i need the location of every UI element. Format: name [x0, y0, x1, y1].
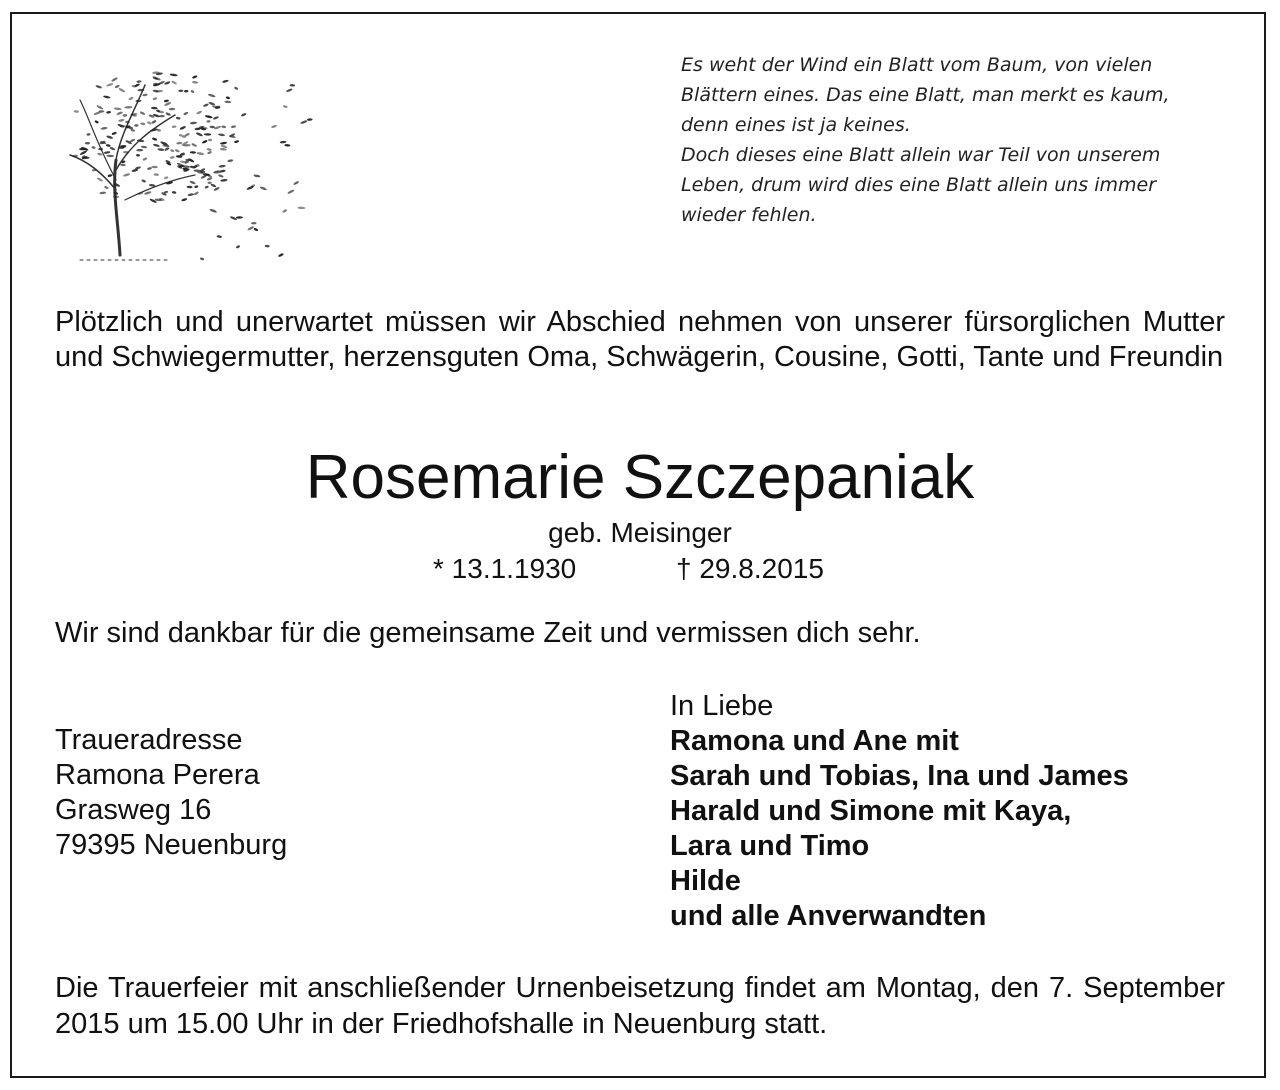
leaf-shape — [213, 186, 220, 191]
leaf-shape — [118, 119, 125, 123]
leaf-shape — [96, 177, 103, 182]
leaf-shape — [246, 185, 254, 190]
mourner-line: und alle Anverwandten — [670, 900, 987, 932]
leaf-shape — [287, 189, 295, 195]
leaf-shape — [106, 135, 113, 139]
death-date: † 29.8.2015 — [676, 553, 824, 584]
leaf-shape — [100, 127, 107, 130]
leaf-shape — [253, 174, 260, 177]
leaf-shape — [79, 150, 87, 156]
leaf-shape — [224, 100, 231, 103]
leaf-shape — [86, 133, 90, 136]
leaf-shape — [165, 112, 171, 116]
leaf-shape — [192, 75, 198, 79]
poem-line: wieder fehlen. — [681, 204, 817, 226]
leaf-shape — [280, 141, 287, 144]
leaf-shape — [259, 186, 267, 191]
mourner-line: Ramona und Ane mit — [670, 725, 959, 757]
leaf-shape — [181, 198, 187, 202]
leaf-shape — [236, 245, 241, 249]
address-line: Grasweg 16 — [55, 794, 212, 826]
leaf-shape — [135, 100, 141, 103]
leaf-shape — [104, 185, 109, 189]
leaf-shape — [164, 81, 171, 86]
leaf-shape — [193, 191, 199, 196]
leaf-shape — [153, 143, 160, 147]
leaf-shape — [159, 115, 165, 118]
poem-line: denn eines ist ja keines. — [681, 114, 911, 136]
leaf-shape — [307, 118, 313, 121]
leaf-shape — [97, 152, 102, 156]
leaf-shape — [164, 101, 172, 106]
leaf-shape — [171, 80, 177, 85]
leaf-shape — [151, 166, 158, 169]
leaf-shape — [106, 111, 111, 114]
leaf-shape — [136, 149, 143, 152]
leaf-shape — [284, 144, 290, 147]
leaf-shape — [230, 216, 238, 221]
intro-text: Plötzlich und unerwartet müssen wir Abschied nehmen von unserer fürsorglichen Mutter und Schwiegermutter, herzensguten Oma, Schwägerin, Cousine, Gotti, Tante und Freundin — [55, 306, 1225, 373]
born-name: geb. Meisinger — [548, 517, 732, 548]
mourners-heading: In Liebe — [670, 690, 774, 722]
leaf-shape — [218, 133, 225, 136]
leaf-shape — [151, 120, 157, 125]
leaf-shape — [178, 89, 183, 92]
leaf-shape — [152, 137, 158, 141]
poem-line: Leben, drum wird dies eine Blatt allein uns immer — [681, 174, 1157, 196]
leaf-shape — [106, 82, 114, 87]
leaf-shape — [152, 97, 157, 101]
leaf-shape — [205, 115, 213, 119]
leaf-shape — [192, 81, 198, 84]
leaf-shape — [139, 111, 145, 116]
leaf-shape — [172, 125, 177, 128]
mourner-line: Sarah und Tobias, Ina und James — [670, 760, 1129, 792]
leaf-shape — [286, 88, 293, 93]
leaf-shape — [136, 154, 140, 157]
leaf-shape — [204, 185, 209, 189]
leaf-shape — [157, 148, 164, 151]
leaf-shape — [200, 257, 205, 261]
leaf-shape — [202, 139, 208, 144]
poem-line: Doch dieses eine Blatt allein war Teil von unserem — [681, 144, 1161, 166]
leaf-shape — [179, 125, 186, 130]
leaf-shape — [104, 151, 111, 154]
leaf-shape — [234, 86, 239, 90]
leaf-shape — [111, 77, 118, 82]
leaf-shape — [236, 216, 243, 219]
leaf-shape — [226, 96, 231, 100]
leaf-shape — [218, 164, 225, 167]
mourners-list — [670, 689, 1129, 934]
leaf-shape — [141, 179, 146, 183]
leaf-shape — [95, 85, 102, 90]
leaf-shape — [187, 186, 193, 189]
leaf-shape — [169, 108, 176, 111]
leaf-shape — [111, 131, 117, 135]
leaf-shape — [99, 191, 106, 194]
leaf-shape — [109, 146, 115, 150]
leaf-shape — [207, 182, 211, 185]
leaf-shape — [107, 174, 112, 178]
leaf-shape — [196, 110, 202, 115]
leaf-shape — [203, 103, 209, 107]
leaf-shape — [210, 183, 216, 188]
leaf-shape — [220, 141, 227, 145]
leaf-shape — [293, 180, 300, 185]
leaf-shape — [207, 151, 212, 155]
leaf-shape — [106, 155, 114, 158]
leaf-shape — [218, 174, 224, 178]
leaf-shape — [282, 209, 288, 214]
leaf-shape — [300, 120, 308, 125]
leaf-shape — [191, 143, 197, 148]
leaf-shape — [140, 122, 145, 125]
leaf-shape — [185, 159, 192, 161]
leaf-shape — [187, 193, 194, 196]
leaf-shape — [164, 147, 170, 152]
leaf-shape — [221, 144, 228, 148]
birth-date: * 13.1.1930 — [433, 553, 577, 584]
leaf-shape — [222, 79, 229, 83]
deceased-name: Rosemarie Szczepaniak — [305, 443, 975, 512]
leaf-shape — [175, 149, 181, 153]
leaf-shape — [234, 140, 239, 144]
leaf-shape — [154, 173, 159, 176]
leaf-shape — [184, 90, 188, 92]
leaf-shape — [207, 148, 212, 151]
leaf-shape — [147, 121, 152, 125]
leaf-shape — [116, 111, 123, 116]
address-line: 79395 Neuenburg — [55, 829, 288, 861]
mourning-address — [55, 723, 287, 863]
leaf-shape — [151, 107, 158, 110]
leaf-shape — [124, 106, 132, 109]
leaf-shape — [208, 101, 215, 106]
life-dates — [433, 552, 824, 586]
leaf-shape — [176, 141, 182, 144]
leaf-shape — [114, 84, 120, 88]
mourner-line: Harald und Simone mit Kaya, — [670, 795, 1072, 827]
leaf-shape — [253, 227, 258, 231]
leaf-shape — [190, 151, 196, 154]
leaf-shape — [221, 125, 226, 128]
mourner-line: Hilde — [670, 865, 741, 897]
leaf-shape — [136, 80, 141, 83]
leaf-shape — [176, 117, 181, 120]
leaf-shape — [106, 144, 111, 147]
poem — [681, 50, 1241, 230]
windblown-tree-icon — [50, 40, 320, 275]
leaf-shape — [147, 167, 152, 170]
service-info: Die Trauerfeier mit anschließender Urnenbeisetzung findet am Montag, den 7. September 2015 um 15.00 Uhr in der Friedhofshalle in Neuenburg statt. — [55, 972, 1225, 1040]
leaf-shape — [227, 159, 233, 163]
leaf-shape — [271, 124, 277, 128]
leaf-shape — [209, 208, 217, 213]
leaf-shape — [220, 179, 227, 182]
leaf-shape — [251, 222, 257, 225]
leaf-shape — [196, 152, 204, 156]
leaf-shape — [120, 164, 126, 167]
leaf-shape — [247, 226, 255, 231]
leaf-shape — [123, 173, 131, 177]
leaf-shape — [189, 180, 196, 185]
poem-line: Blättern eines. Das eine Blatt, man merkt es kaum, — [681, 84, 1170, 106]
leaf-shape — [206, 120, 210, 123]
leaf-shape — [278, 253, 284, 258]
leaf-shape — [220, 148, 227, 151]
leaf-shape — [190, 121, 197, 124]
leaf-shape — [142, 157, 147, 161]
leaf-shape — [94, 120, 99, 124]
address-line: Traueradresse — [55, 724, 243, 756]
poem-line: Es weht der Wind ein Blatt vom Baum, von vielen — [681, 54, 1153, 76]
leaf-shape — [142, 93, 148, 96]
leaf-shape — [96, 105, 104, 111]
leaf-shape — [297, 206, 305, 209]
leaf-shape — [134, 124, 138, 126]
leaf-shape — [204, 133, 212, 136]
leaf-shape — [114, 107, 122, 110]
leaf-shape — [208, 93, 216, 98]
leaf-shape — [164, 176, 169, 180]
leaf-shape — [172, 191, 177, 194]
leaf-shape — [290, 84, 295, 87]
leaf-shape — [241, 112, 247, 117]
leaf-shape — [194, 185, 198, 188]
leaf-shape — [213, 116, 219, 120]
leaf-shape — [283, 105, 288, 109]
leaf-shape — [216, 235, 222, 238]
leaf-shape — [210, 126, 216, 129]
leaf-shape — [91, 146, 96, 149]
leaf-shape — [190, 89, 195, 93]
mourner-line: Lara und Timo — [670, 830, 870, 862]
leaf-shape — [118, 87, 125, 93]
leaf-shape — [170, 73, 178, 76]
leaf-shape — [170, 156, 175, 159]
address-line: Ramona Perera — [55, 759, 260, 791]
leaf-shape — [85, 142, 90, 145]
leaf-shape — [123, 114, 128, 116]
thanks-text: Wir sind dankbar für die gemeinsame Zeit und vermissen dich sehr. — [55, 617, 921, 649]
leaf-shape — [231, 125, 236, 128]
leaf-shape — [214, 125, 222, 130]
leaf-shape — [103, 95, 111, 99]
leaf-shape — [164, 99, 169, 102]
leaf-shape — [170, 149, 175, 153]
leaf-shape — [265, 245, 270, 248]
leaf-shape — [73, 110, 78, 113]
leaf-shape — [196, 132, 204, 137]
leaf-shape — [183, 111, 189, 115]
leaf-shape — [141, 145, 147, 148]
leaf-shape — [128, 96, 134, 100]
leaf-shape — [208, 139, 212, 142]
